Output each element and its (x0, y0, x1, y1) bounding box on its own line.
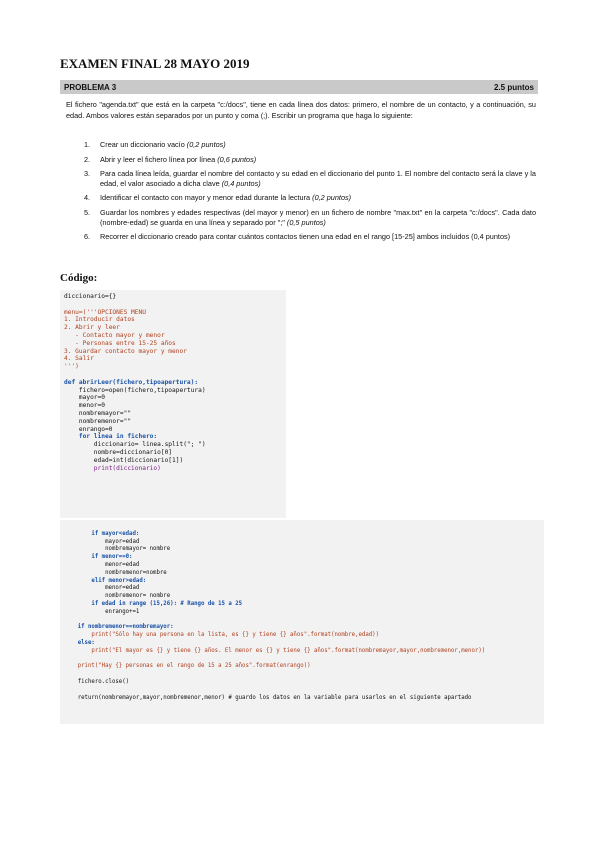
task-item (84, 208, 536, 227)
code-line: enrango=0 (64, 425, 113, 433)
task-number: 4. (84, 193, 91, 203)
code-line: nombremenor= nombre (64, 593, 171, 600)
code-line (64, 656, 540, 664)
task-points: (0,6 puntos) (217, 154, 257, 164)
code-line: return(nombremayor,mayor,nombremenor,menor) # guardo los datos en la variable para usarlos en el siguiente apartado (64, 694, 472, 701)
task-text: Recorrer el diccionario creado para contar cuántos contactos tienen una edad en el rango [15-25] ambos incluidos (0,4 puntos) (100, 232, 511, 242)
task-item (84, 169, 536, 188)
task-text: Identificar el contacto con mayor y menor edad durante la lectura (100, 193, 313, 203)
task-text: Para cada línea leída, guardar el nombre del contacto y su edad en el diccionario del punto 1. El nombre del contacto será la clave y la edad, el valor asociado a dicha clave (100, 169, 536, 188)
code-line: if nombremenor==nombremayor: (64, 624, 174, 631)
code-line: if menor==0: (64, 554, 133, 561)
task-number: 2. (84, 154, 91, 164)
code-line: diccionario= linea.split("; ") (64, 441, 206, 449)
task-number: 1. (84, 140, 91, 149)
code-line: print("Hay {} personas en el rango de 15 a 25 años".format(enrango)) (64, 663, 311, 670)
code-line: nombre=diccionario[0] (64, 448, 173, 456)
code-line: diccionario={} (64, 293, 117, 300)
code-line: nombremayor= nombre (64, 546, 171, 553)
code-line: print("El mayor es {} y tiene {} años. El menor es {} y tiene {} años".format(nombremayor,mayor,nombremenor,menor)) (64, 647, 486, 654)
code-line: if edad in range (15,26): # Rango de 15 a 25 (64, 600, 243, 607)
task-points: (0,2 puntos) (312, 193, 352, 203)
task-item (84, 155, 536, 165)
code-line (64, 301, 282, 309)
code-line: fichero.close() (64, 678, 130, 685)
code-line: fichero=open(fichero,tipoapertura) (64, 386, 206, 394)
exam-title: EXAMEN FINAL 28 MAYO 2019 (60, 56, 250, 71)
problem-header-bar (60, 80, 538, 94)
task-points: (0,2 puntos) (186, 140, 226, 149)
code-heading: Código: (60, 272, 98, 284)
code-line: menu=('''OPCIONES MENU (64, 308, 146, 316)
problem-statement: El fichero "agenda.txt" que está en la carpeta "c:/docs", tiene en cada línea dos datos: primero, el nombre de un contacto, y a continuación, su edad. Ambos valores están separados por un punto y coma (;). Escribir un programa que haga lo siguiente: (66, 100, 536, 120)
code-line: elif menor>edad: (64, 577, 147, 584)
code-line: ''') (64, 363, 79, 371)
code-line: print("Sólo hay una persona en la lista, es {} y tiene {} años".format(nombre,edad)) (64, 632, 380, 639)
code-line (64, 617, 540, 625)
task-points: (0,4 puntos) (221, 178, 261, 188)
code-line: menor=0 (64, 402, 105, 410)
code-block-1 (60, 290, 286, 518)
code-line: else: (64, 639, 95, 646)
task-text: Guardar los nombres y edades respectivas (del mayor y menor) en un fichero de nombre "max.txt" en la carpeta "c:/docs". Cada dato (nombre-edad) se guarda en una línea y separado por ";" (100, 207, 536, 227)
code-line: - Personas entre 15-25 años (64, 339, 176, 347)
code-line: for linea in fichero: (64, 433, 158, 441)
code-line (64, 671, 540, 679)
code-line: - Contacto mayor y menor (64, 331, 165, 339)
problem-points: 2.5 puntos (493, 82, 534, 92)
problem-label: PROBLEMA 3 (64, 82, 117, 92)
task-text: Abrir y leer el fichero línea por línea (100, 154, 218, 164)
task-points: (0,5 puntos) (286, 217, 326, 227)
task-number: 5. (84, 207, 91, 217)
code-line (64, 371, 282, 379)
code-line: nombremayor="" (64, 409, 132, 417)
task-item (84, 193, 536, 203)
code-line: 1. Introducir datos (64, 316, 135, 324)
task-number: 3. (84, 169, 91, 179)
task-item (84, 232, 536, 242)
code-line: print(diccionario) (64, 464, 161, 472)
task-item (84, 140, 536, 150)
code-line: menor=edad (64, 585, 140, 592)
code-block-2 (60, 520, 544, 724)
code-line (64, 687, 540, 695)
code-line: 2. Abrir y leer (64, 324, 120, 332)
code-line: if mayor<edad: (64, 530, 140, 537)
code-line: edad=int(diccionario[1]) (64, 456, 184, 464)
code-line (64, 523, 540, 531)
task-number: 6. (84, 232, 91, 242)
code-line: def abrirLeer(fichero,tipoapertura): (64, 378, 199, 386)
task-list (84, 140, 536, 247)
code-line: nombremenor=nombre (64, 569, 167, 576)
code-line: enrango+=1 (64, 608, 140, 615)
code-line: mayor=edad (64, 538, 140, 545)
task-text: Crear un diccionario vacío (100, 140, 187, 149)
code-line: 4. Salir (64, 355, 94, 363)
code-line: mayor=0 (64, 394, 105, 402)
code-line: menor=edad (64, 561, 140, 568)
code-line: nombremenor="" (64, 417, 132, 425)
code-line: 3. Guardar contacto mayor y menor (64, 347, 187, 355)
